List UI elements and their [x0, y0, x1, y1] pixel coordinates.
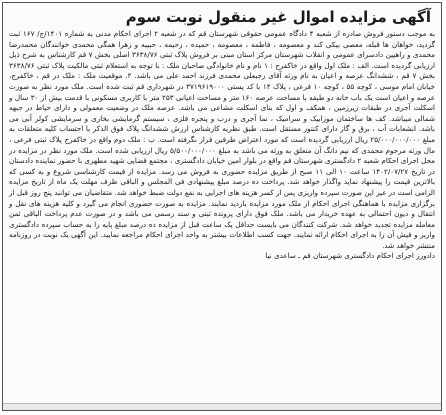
footer-strip — [3, 403, 441, 410]
notice-title: آگهی مزایده اموال غیر منقول نوبت سوم — [125, 8, 431, 26]
auction-notice — [2, 2, 442, 411]
notice-body: به موجب دستور فروش صادره از شعبه ۴ دادگاه عمومی حقوقی شهرستان قم که در شعبه ۲ اجرای احکام مدنی به شماره ۱۴۰۱/ج/ ۱۶۷ ثبت گردید، خواهان ها قبله، معصی بیکی کند و معصومه ، فاطمه ، معصومه ، حمیده ، رحیمه ، حبیبه و زهرا همگی محمدی خوانندگان محمدرضا محمدی و راهیین دادسرای عمومی و انقلاب شهرستان مرکز استان مبنی بر فروش پلاک ثبتی ۳۶۳۸/۷۶ اصلی بخش ۷ قم کارشناس به شرح ذیل ارزیابی گردیده است. الف : ملک اول واقع در خاکفرج : ۱ نام و نام خانوادگی صاحبان ملک : با توجه به استعلام ثبتی مالکیت پلاک ثبتی ۳۶۳۸/۷۶ بخش ۷ قم ، ششدانگ عرصه و اعیان به نام ورثه آقای رجبعلی محمدی فرزند احمد علی می باشد. ۲. موقعیت ملک : ملک در قم ، خاکفرج، خیابان امام موسی ، کوچه ۵۵ ، کوچه ۱۰ فرعی ، پلاک ۱۴ با کد پستی ۳۷۱۹۶۱۹۰۰۰ در شهرداری قم ثبت شده است. ملک مورد نظر به صورت عرصه و اعیان است یک باب خانه دو طبقه با مساحت عرصه ۱۶۰ متر و مساحت اعیانی ۲۵۳ متر با کاربری مسکونی با قدمت بیش از ۳۰ سال و اسکلت آجری در طبقات زیرزمین ، همکف و اول که بنای اسکلت مشاعی می باشد. عرصه ملک در وضعیت معمولی و دارای حیاط در جبهه شمالی میباشد. کف ها ساختمان موزاییک و سرامیک ، نما آجری و درب و پنجره فلزی ، سیستم گرمایشی بخاری و سرمایشی کولر آبی می باشد. انشعابات آب ، برق و گاز دارای کنتور مستقل است. طبق نظریه کارشناس ارزش ششدانگ پلاک فوق الذکر با احتساب کلیه متعلقات به مبلغ ۲۵/۰۰۰/۰۰۰/۰۰۰ ریال ارزیابی گردیده است که مورد اعتراض طرفین قرار نگرفته است. ب : ملک دوم واقع در خاکفرج پلاک ثبتی فرعی ، مال ورثه مرحوم محمدی که نیم دانگ آن متعلق به ورثه می باشد به مبلغ ۵/۵۰۰/۰۰۰/۰۰۰ ریال ارزیابی شده است. ملک مورد نظر در مزایده در محل اجرای احکام شعبه ۲ دادگستری شهرستان قم واقع در بلوار امین خیابان دادگستری ، مجتمع قضایی شهید مطهری با حضور نماینده دادستان در تاریخ ۱۴۰۲/۰۷/۲۷ ساعت ۱۰ الی ۱۱ صبح از طریق مزایده حضوری به فروش می رسد. مزایده از قیمت کارشناسی شروع و به کسی که بالاترین قیمت را پیشنهاد نماید واگذار خواهد شد. پرداخت ده درصد مبلغ پیشنهادی فی المجلس و الباقی ظرف مهلت یک ماه از تاریخ مزایده الزامی است در غیر این صورت سپرده واریزی پس از کسر هزینه های اجرایی به نفع دولت ضبط خواهد شد. متقاضیان می توانند پنج روز قبل از برگزاری مزایده با هماهنگی اجرای احکام از ملک مورد مزایده بازدید نمایند. مزایده به صورت حضوری انجام می گیرد و کلیه هزینه های نقل و انتقال و دیون احتمالی به عهده خریدار می باشد. ملک فوق دارای پرونده ثبتی و سند رسمی می باشد و در صورت عدم پرداخت الباقی ثمن معامله مزایده تجدید خواهد شد. شرکت کنندگان می بایست حداقل یک ساعت قبل از مزایده ده درصد مبلغ پایه را به حساب سپرده دادگستری واریز و فیش آن را به اجرای احکام ارائه نمایند. جهت کسب اطلاعات بیشتر به واحد اجرای احکام مراجعه نمایید. این آگهی یک نوبت در روزنامه منتشر خواهد شد. — [9, 29, 435, 250]
notice-signature: دادورز اجرای احکام دادگستری شهرستان قم ـ ساعدی نیا — [265, 251, 435, 261]
